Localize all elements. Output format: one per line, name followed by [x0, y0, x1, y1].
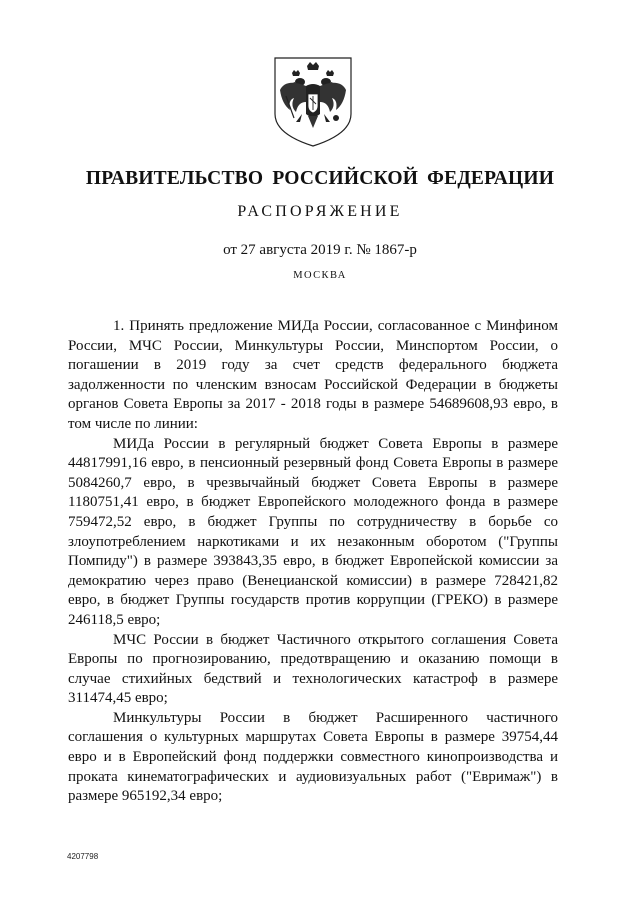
paragraph: 1. Принять предложение МИДа России, согласованное с Минфином России, МЧС России, Минкультуры России, Минспортом России, о погашении в 2019 году за счет средств федерального бюджета задолженности по членским взносам Российской Федерации в бюджеты органов Совета Европы за 2017 - 2018 годы в размере 54689608,93 евро, в том числе по линии: [68, 318, 558, 432]
paragraph: МЧС России в бюджет Частичного открытого соглашения Совета Европы по прогнозированию, предотвращению и оказанию помощи в случае стихийных бедствий и технологических катастроф в размере 311474,45 евро; [68, 631, 558, 707]
coat-of-arms-icon [272, 56, 354, 148]
paragraph: Минкультуры России в бюджет Расширенного частичного соглашения о культурных маршрутах Совета Европы в размере 39754,44 евро и в Европейский фонд поддержки совместного кинопроизводства и проката кинематографических и аудиовизуальных работ ("Евримаж") в размере 965192,34 евро; [68, 709, 558, 805]
paragraph: МИДа России в регулярный бюджет Совета Европы в размере 44817991,16 евро, в пенсионный резервный фонд Совета Европы в размере 5084260,7 евро, в чрезвычайный бюджет Совета Европы в размере 1180751,41 евро, в бюджет Европейского молодежного фонда в размере 759472,52 евро, в бюджет Группы по сотрудничеству в борьбе со злоупотреблением наркотиками и их незаконным оборотом ("Группы Помпиду") в размере 393843,35 евро, в бюджет Европейской комиссии за демократию через право (Венецианской комиссии) в размере 728421,82 евро, в бюджет Группы государств против коррупции (ГРЕКО) в размере 246118,5 евро; [68, 435, 558, 628]
document-city: МОСКВА [293, 270, 347, 281]
document-date-number: от 27 августа 2019 г. № 1867-р [223, 242, 417, 258]
government-title: ПРАВИТЕЛЬСТВО РОССИЙСКОЙ ФЕДЕРАЦИИ [85, 168, 555, 189]
document-body [68, 317, 558, 807]
document-code: 4207798 [67, 852, 99, 861]
document-type: РАСПОРЯЖЕНИЕ [237, 203, 403, 220]
